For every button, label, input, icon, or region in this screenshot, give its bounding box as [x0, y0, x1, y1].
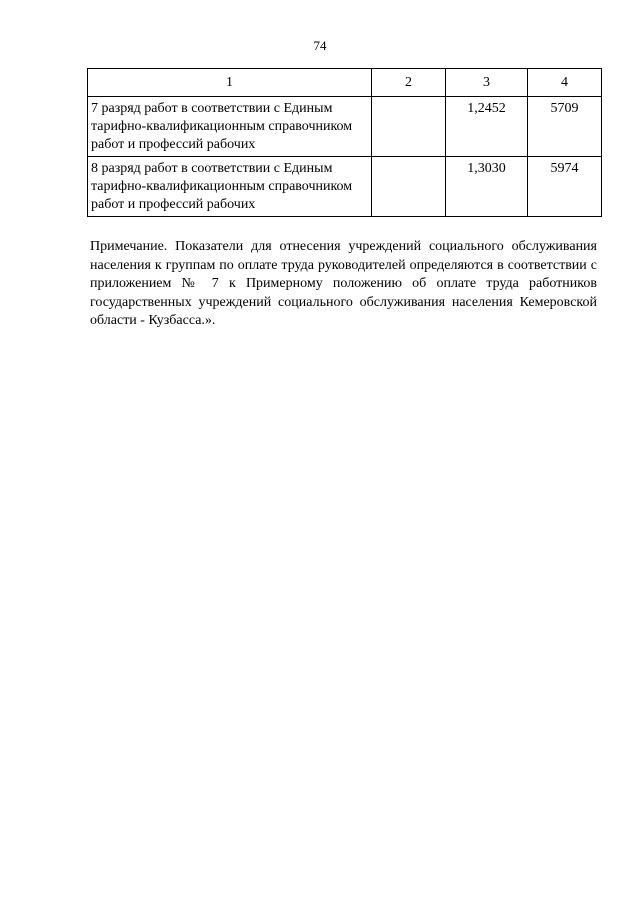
table-row: [88, 157, 602, 217]
column-header-3: 3: [446, 69, 528, 97]
column-header-2: 2: [372, 69, 446, 97]
page-number: 74: [313, 38, 327, 53]
column-header-4: 4: [528, 69, 602, 97]
column-header-1: 1: [88, 69, 372, 97]
row-value-cell: 5709: [528, 97, 602, 157]
row-value-cell: 5974: [528, 157, 602, 217]
note-paragraph: Примечание. Показатели для отнесения учреждений социального обслуживания населения к группам по оплате труда руководителей определяются в соответствии с приложением № 7 к Примерному положению об оплате труда работников государственных учреждений социального обслуживания населения Кемеровской области - Кузбасса.».: [90, 239, 597, 328]
row-col2-cell: [372, 97, 446, 157]
table-row: [88, 97, 602, 157]
row-name-cell: 7 разряд работ в соответствии с Единым тарифно-квалификационным справочником работ и профессий рабочих: [88, 97, 372, 157]
row-name-cell: 8 разряд работ в соответствии с Единым тарифно-квалификационным справочником работ и профессий рабочих: [88, 157, 372, 217]
row-col2-cell: [372, 157, 446, 217]
data-table: [87, 68, 602, 217]
table-header-row: [88, 69, 602, 97]
row-coefficient-cell: 1,2452: [446, 97, 528, 157]
row-coefficient-cell: 1,3030: [446, 157, 528, 217]
